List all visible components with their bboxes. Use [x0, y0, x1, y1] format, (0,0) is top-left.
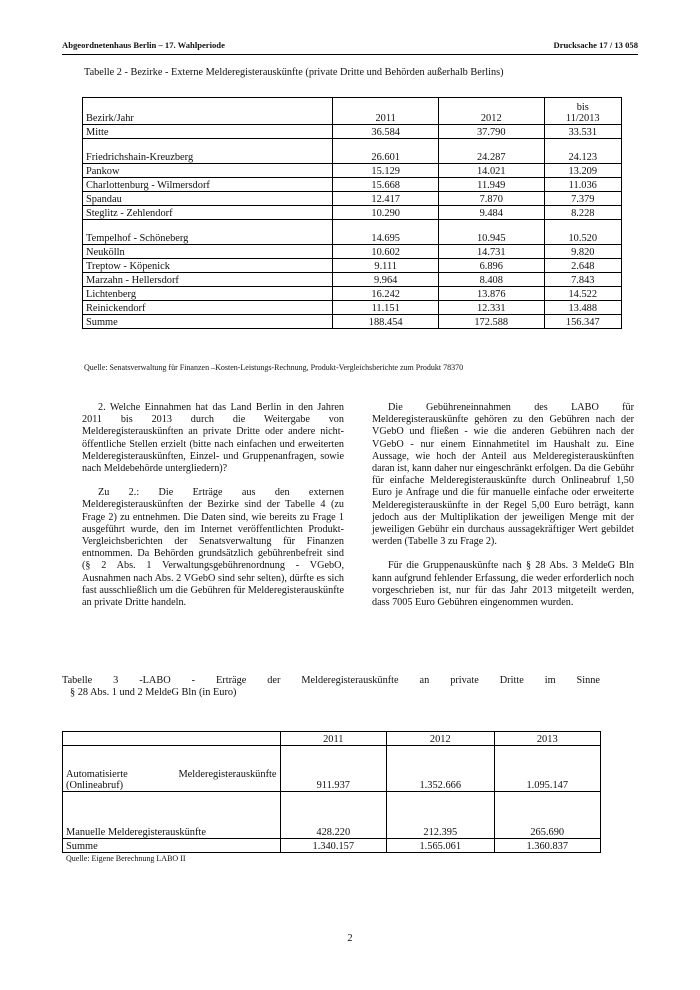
value-cell: 10.520 — [544, 220, 621, 245]
table2-header-11-2013: 11/2013 — [565, 113, 600, 124]
value-cell: 14.021 — [438, 164, 544, 178]
table-row — [83, 164, 622, 178]
table-row — [83, 273, 622, 287]
table3 — [62, 731, 601, 853]
table-row — [83, 178, 622, 192]
value-cell: 13.488 — [544, 301, 621, 315]
sum-value-cell: 1.565.061 — [387, 839, 494, 853]
value-cell: 11.151 — [333, 301, 439, 315]
sum-value-cell: 1.340.157 — [280, 839, 386, 853]
fee-paragraph: Die Gebühreneinnahmen des LABO für Melderegisterauskünfte gehören zu den Gebühren nach der VGebO und fließen - wie die anderen Gebühren nach der VGebO - nur einem Einnahmetitel im Haushalt zu. Eine Aussage, wie hoch der Anteil aus Melderegisterauskünften daran ist, kann daher nur eingeschränkt erfolgen. Da die Gebühr für einfache Melderegisterauskünfte durch Onlineabruf 1,50 Euro je Anfrage und die für manuelle einfache oder erweiterte Melderegisterauskünfte in der Regel 5,00 Euro beträgt, kann jedoch aus der Multiplikation der jeweiligen Menge mit der jeweiligen Gebühr ein durchaus aussagekräftiger Wert gebildet werden (Tabelle 3 zu Frage 2). — [372, 402, 634, 548]
page-number: 2 — [347, 933, 353, 944]
page-header — [62, 40, 638, 54]
table3-header-2013: 2013 — [494, 732, 601, 746]
sum-value-cell: 188.454 — [333, 315, 439, 329]
question-paragraph: 2. Welche Einnahmen hat das Land Berlin in den Jahren 2011 bis 2013 durch die Weitergabe von Melderegisterauskünften an private Dritte oder andere nicht-öffentliche Stellen erzielt (bitte nach einfachen und erweiterten Melderegisterauskünften, Einzel- und Gruppenanfragen, sowie nach Meldebehörde untergliedern)? — [82, 402, 344, 475]
district-cell: Marzahn - Hellersdorf — [83, 273, 333, 287]
value-cell: 13.209 — [544, 164, 621, 178]
value-cell: 9.964 — [333, 273, 439, 287]
table3-header-2012: 2012 — [387, 732, 494, 746]
value-cell: 36.584 — [333, 125, 439, 139]
district-cell: Steglitz - Zehlendorf — [83, 206, 333, 220]
row-label-part: (Onlineabruf) — [66, 780, 124, 791]
row-label-cell — [63, 746, 281, 792]
value-cell: 13.876 — [438, 287, 544, 301]
district-cell: Tempelhof - Schöneberg — [83, 220, 333, 245]
value-cell: 11.036 — [544, 178, 621, 192]
district-cell: Spandau — [83, 192, 333, 206]
district-cell: Friedrichshain-Kreuzberg — [83, 139, 333, 164]
table3-caption-line2: § 28 Abs. 1 und 2 MeldeG Bln (in Euro) — [70, 687, 237, 698]
value-cell: 1.095.147 — [494, 746, 601, 792]
value-cell: 9.820 — [544, 245, 621, 259]
sum-value-cell: 1.360.837 — [494, 839, 601, 853]
value-cell: 14.522 — [544, 287, 621, 301]
value-cell: 428.220 — [280, 792, 386, 839]
table2-header-bis: bis — [576, 102, 589, 113]
district-cell: Pankow — [83, 164, 333, 178]
table-row — [83, 245, 622, 259]
table2-header-2013 — [544, 98, 621, 125]
value-cell: 12.331 — [438, 301, 544, 315]
table-row — [83, 220, 622, 245]
answer-paragraph: Zu 2.: Die Erträge aus den externen Melderegisterauskünften der Bezirke sind der Tabelle 4 (zu Frage 2) zu entnehmen. Die Daten sind, wie bereits zu Frage 1 ausgeführt wurde, den im Internet veröffentlichten Produkt-Vergleichsberichten der Senatsverwaltung für Finanzen entnommen. Da Behörden grundsätzlich gebührenbefreit sind (§ 2 Abs. 1 Verwaltungsgebührenordnung - VGebO, Ausnahmen nach Abs. 2 VGebO sind sehr selten), dürfte es sich fast ausschließlich um die Gebühren für Melderegisterauskünfte an private Dritte handeln. — [82, 487, 344, 609]
table-row — [83, 206, 622, 220]
value-cell: 8.408 — [438, 273, 544, 287]
value-cell: 9.484 — [438, 206, 544, 220]
sum-label-cell: Summe — [83, 315, 333, 329]
header-right: Drucksache 17 / 13 058 — [553, 40, 638, 50]
table-row — [83, 192, 622, 206]
table3-source: Quelle: Eigene Berechnung LABO II — [66, 854, 186, 863]
district-cell: Charlottenburg - Wilmersdorf — [83, 178, 333, 192]
row-label-cell: Manuelle Melderegisterauskünfte — [63, 792, 281, 839]
value-cell: 15.129 — [333, 164, 439, 178]
value-cell: 1.352.666 — [387, 746, 494, 792]
value-cell: 2.648 — [544, 259, 621, 273]
value-cell: 14.695 — [333, 220, 439, 245]
table3-caption-line1: Tabelle 3 -LABO - Erträge der Melderegisterauskünfte an private Dritte im Sinne — [62, 675, 600, 686]
value-cell: 16.242 — [333, 287, 439, 301]
header-left: Abgeordnetenhaus Berlin – 17. Wahlperiode — [62, 40, 225, 50]
table-row — [83, 125, 622, 139]
table3-sum-row — [63, 839, 601, 853]
table2-source: Quelle: Senatsverwaltung für Finanzen –Kosten-Leistungs-Rechnung, Produkt-Vergleichsberichte zum Produkt 78370 — [84, 363, 464, 372]
table-row — [83, 301, 622, 315]
header-divider — [62, 54, 638, 55]
table3-header-2011: 2011 — [280, 732, 386, 746]
table-row — [63, 792, 601, 839]
value-cell: 11.949 — [438, 178, 544, 192]
right-column — [372, 402, 634, 609]
district-cell: Treptow - Köpenick — [83, 259, 333, 273]
table3-header-row — [63, 732, 601, 746]
district-cell: Lichtenberg — [83, 287, 333, 301]
district-cell: Reinickendorf — [83, 301, 333, 315]
value-cell: 10.602 — [333, 245, 439, 259]
district-cell: Mitte — [83, 125, 333, 139]
value-cell: 10.945 — [438, 220, 544, 245]
left-column — [82, 402, 344, 621]
table2-header-row — [83, 98, 622, 125]
value-cell: 911.937 — [280, 746, 386, 792]
table2-caption: Tabelle 2 - Bezirke - Externe Melderegisterauskünfte (private Dritte und Behörden außerhalb Berlins) — [84, 67, 504, 78]
sum-value-cell: 172.588 — [438, 315, 544, 329]
table-row — [83, 287, 622, 301]
table2-sum-row — [83, 315, 622, 329]
value-cell: 8.228 — [544, 206, 621, 220]
value-cell: 7.843 — [544, 273, 621, 287]
district-cell: Neukölln — [83, 245, 333, 259]
value-cell: 7.870 — [438, 192, 544, 206]
sum-value-cell: 156.347 — [544, 315, 621, 329]
table-row — [83, 259, 622, 273]
table-row — [83, 139, 622, 164]
value-cell: 10.290 — [333, 206, 439, 220]
value-cell: 33.531 — [544, 125, 621, 139]
value-cell: 9.111 — [333, 259, 439, 273]
row-label-part: Melderegisterauskünfte — [178, 769, 277, 780]
value-cell: 212.395 — [387, 792, 494, 839]
table2-header-2011: 2011 — [333, 98, 439, 125]
sum-label-cell: Summe — [63, 839, 281, 853]
table3-header-empty — [63, 732, 281, 746]
table-row — [63, 746, 601, 792]
value-cell: 15.668 — [333, 178, 439, 192]
table2 — [82, 97, 622, 329]
value-cell: 14.731 — [438, 245, 544, 259]
row-label-part: Automatisierte — [66, 769, 128, 780]
table2-header-bezirk: Bezirk/Jahr — [83, 98, 333, 125]
value-cell: 26.601 — [333, 139, 439, 164]
value-cell: 7.379 — [544, 192, 621, 206]
value-cell: 265.690 — [494, 792, 601, 839]
group-info-paragraph: Für die Gruppenauskünfte nach § 28 Abs. 3 MeldeG Bln kann aufgrund fehlender Erfassung, die weder erforderlich noch vorgeschrieben ist, nur für das Jahr 2013 mitgeteilt werden, dass 7005 Euro Gebühren eingenommen wurden. — [372, 560, 634, 609]
value-cell: 6.896 — [438, 259, 544, 273]
value-cell: 12.417 — [333, 192, 439, 206]
value-cell: 24.123 — [544, 139, 621, 164]
value-cell: 37.790 — [438, 125, 544, 139]
value-cell: 24.287 — [438, 139, 544, 164]
table2-header-2012: 2012 — [438, 98, 544, 125]
